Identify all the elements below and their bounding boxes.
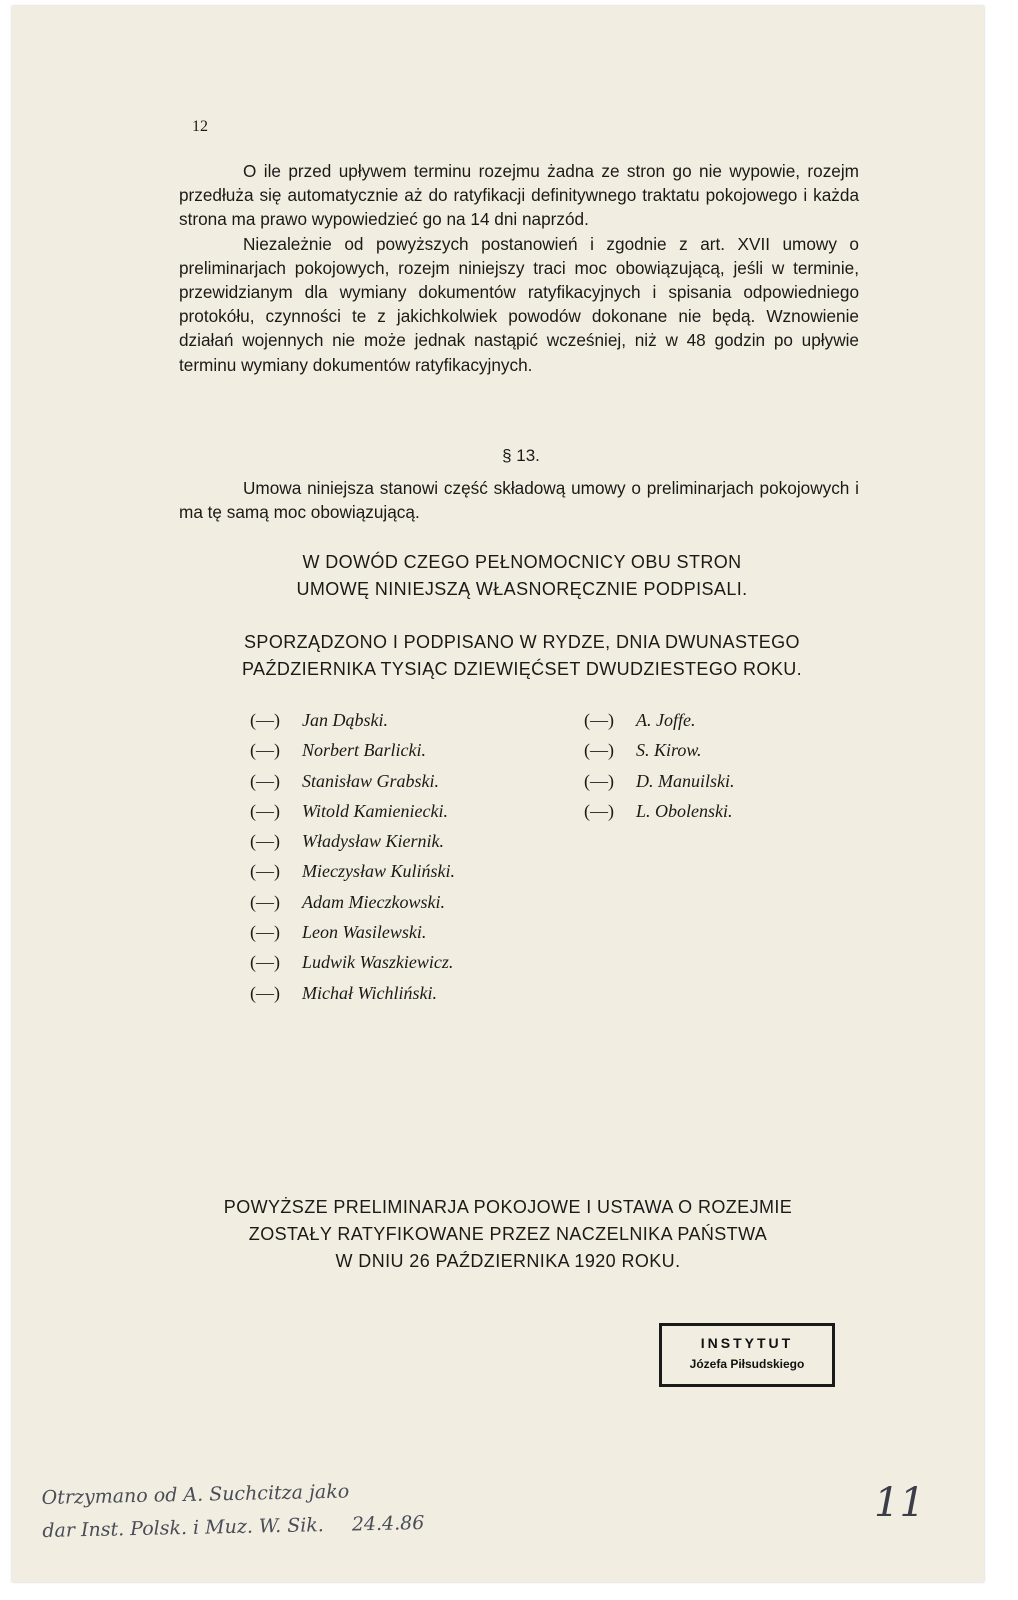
- archive-number: 11: [874, 1480, 925, 1526]
- stamp-line: Józefa Piłsudskiego: [689, 1357, 805, 1371]
- signature-mark: (—): [584, 770, 614, 791]
- stamp-line: INSTYTUT: [700, 1335, 794, 1351]
- signatory-name: Jan Dąbski.: [302, 710, 388, 730]
- signature-mark: (—): [584, 710, 614, 730]
- signature-mark: (—): [250, 800, 280, 821]
- institute-stamp: [659, 1323, 835, 1387]
- paragraph-section-13: Umowa niniejsza stanowi część składową umowy o preliminarjach pokojowych i ma tę samą moc obowiązującą.: [179, 478, 859, 523]
- signature-entry: [584, 740, 735, 770]
- signature-entry: [584, 710, 735, 740]
- signature-entry: [250, 771, 455, 801]
- ratification-clause: [168, 1194, 848, 1275]
- signature-entry: [250, 831, 455, 861]
- signatory-name: Adam Mieczkowski.: [302, 891, 445, 912]
- attestation-line: W DOWÓD CZEGO PEŁNOMOCNICY OBU STRON: [302, 552, 742, 572]
- document-sheet: [12, 6, 984, 1582]
- signature-mark: (—): [250, 831, 280, 852]
- signatory-name: Leon Wasilewski.: [302, 922, 427, 943]
- signature-mark: (—): [250, 740, 280, 761]
- signature-entry: [250, 892, 455, 922]
- signature-mark: (—): [584, 800, 614, 821]
- signature-entry: [250, 740, 455, 770]
- ratification-line: POWYŻSZE PRELIMINARJA POKOJOWE I USTAWA O ROZEJMIE: [223, 1197, 793, 1217]
- signature-entry: [584, 801, 735, 831]
- signature-mark: (—): [584, 740, 614, 761]
- polish-signatories: [250, 710, 455, 1013]
- handwritten-note: [41, 1474, 424, 1548]
- signatory-name: A. Joffe.: [636, 710, 696, 730]
- section-13-body: [179, 476, 859, 524]
- handwritten-line-2: dar Inst. Polsk. i Muz. W. Sik.: [42, 1514, 325, 1542]
- ratification-line: W DNIU 26 PAŹDZIERNIKA 1920 ROKU.: [335, 1251, 681, 1271]
- signatory-name: Władysław Kiernik.: [302, 831, 444, 852]
- handwritten-line: [42, 1507, 425, 1548]
- handwritten-line: Otrzymano od A. Suchcitza jako: [41, 1480, 350, 1510]
- signature-mark: (—): [250, 710, 280, 730]
- signatory-name: Ludwik Waszkiewicz.: [302, 952, 454, 973]
- signature-mark: (—): [250, 922, 280, 943]
- signatory-name: S. Kirow.: [636, 740, 702, 761]
- paragraph-expiry: O ile przed upływem terminu rozejmu żadna ze stron go nie wypowie, rozejm przedłuża się automatycznie aż do ratyfikacji definitywnego traktatu pokojowego i każda strona ma prawo wypowiedzieć go na 14 dni naprzód.: [179, 161, 859, 230]
- signatory-name: D. Manuilski.: [636, 770, 735, 791]
- paragraph-art-xvii: Niezależnie od powyższych postanowień i zgodnie z art. XVII umowy o preliminarjach pokojowych, rozejm niniejszy traci moc obowiązującą, jeśli w terminie, przewidzianym dla wymiany dokumentów ratyfikacyjnych i spisania odpowiedniego protokółu, czynności te z jakichkolwiek powodów dokonane nie będą. Wznowienie działań wojennych nie może jednak nastąpić wcześniej, niż w 48 godzin po upływie terminu wymiany dokumentów ratyfikacyjnych.: [179, 233, 859, 375]
- signature-entry: [250, 983, 455, 1013]
- signature-mark: (—): [250, 770, 280, 791]
- signature-entry: [250, 922, 455, 952]
- signature-entry: [250, 801, 455, 831]
- soviet-signatories: [584, 710, 735, 831]
- signatory-name: Norbert Barlicki.: [302, 740, 426, 761]
- signatory-name: L. Obolenski.: [636, 800, 733, 821]
- attestation-line: UMOWĘ NINIEJSZĄ WŁASNORĘCZNIE PODPISALI.: [296, 579, 748, 599]
- signing-line: SPORZĄDZONO I PODPISANO W RYDZE, DNIA DWUNASTEGO: [244, 632, 800, 652]
- ratification-line: ZOSTAŁY RATYFIKOWANE PRZEZ NACZELNIKA PAŃSTWA: [248, 1224, 768, 1244]
- attestation-clause: [177, 549, 867, 603]
- signature-entry: [584, 771, 735, 801]
- page-number: 12: [192, 118, 208, 135]
- signature-mark: (—): [250, 952, 280, 973]
- handwritten-date: 24.4.86: [351, 1511, 425, 1536]
- signature-entry: [250, 952, 455, 982]
- signature-mark: (—): [250, 982, 280, 1003]
- signature-mark: (—): [250, 861, 280, 882]
- signatory-name: Stanisław Grabski.: [302, 770, 440, 791]
- signature-entry: [250, 710, 455, 740]
- signatory-name: Witold Kamieniecki.: [302, 800, 448, 821]
- armistice-paragraphs: [179, 159, 859, 377]
- signature-mark: (—): [250, 891, 280, 912]
- signing-line: PAŹDZIERNIKA TYSIĄC DZIEWIĘĆSET DWUDZIESTEGO ROKU.: [241, 659, 803, 679]
- signature-entry: [250, 861, 455, 891]
- signatory-name: Mieczysław Kuliński.: [302, 861, 455, 882]
- section-13-heading: § 13.: [502, 446, 540, 465]
- signing-place-clause: [177, 629, 867, 683]
- signatory-name: Michał Wichliński.: [302, 982, 437, 1003]
